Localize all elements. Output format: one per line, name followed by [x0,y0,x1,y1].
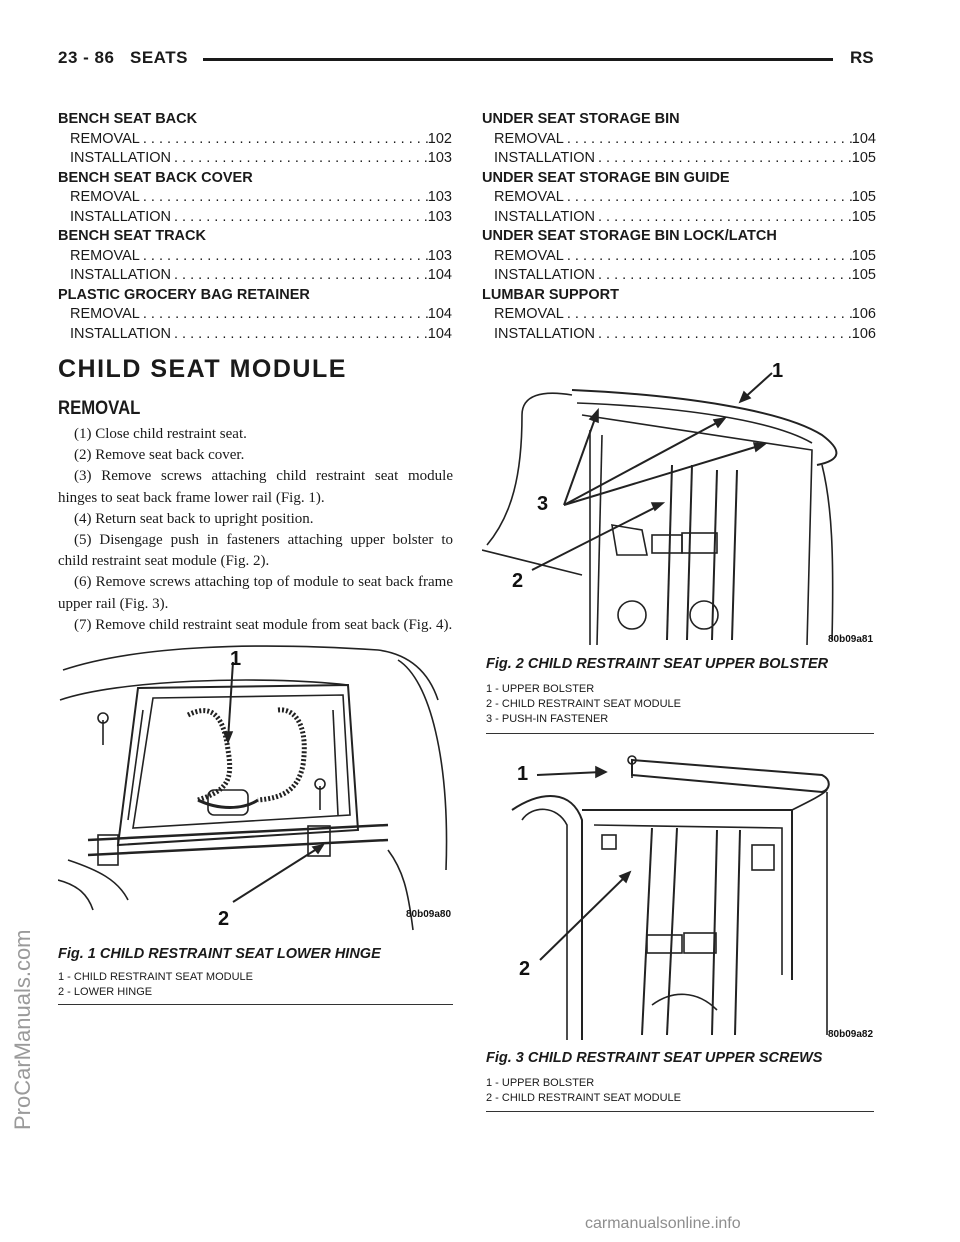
index-group-title: PLASTIC GROCERY BAG RETAINER [58,286,310,303]
index-entry-label: INSTALLATION [494,150,595,166]
index-entry-label: INSTALLATION [494,267,595,283]
index-group-title: BENCH SEAT BACK COVER [58,169,253,186]
index-entry-page: 103 [427,189,452,205]
index-entry-page: 105 [851,247,876,264]
model-code: RS [850,48,874,67]
figure-3-caption: Fig. 3 CHILD RESTRAINT SEAT UPPER SCREWS [486,1050,823,1066]
legend-item: 1 - UPPER BOLSTER [486,683,595,695]
footer-url[interactable]: carmanualsonline.info [585,1215,741,1232]
index-entry[interactable] [482,208,876,228]
index-entry[interactable] [58,130,452,150]
index-entry[interactable] [482,305,876,325]
index-entry-label: INSTALLATION [494,325,595,342]
index-entry-page: 104 [427,267,452,283]
index-entry-page: 103 [427,208,452,225]
legend-item: 1 - UPPER BOLSTER [486,1077,595,1089]
callout-1: 1 [517,763,529,785]
index-entry[interactable] [482,247,876,267]
figure-1-rule [58,1004,453,1005]
index-entry-page: 105 [851,208,876,225]
index-entry-label: REMOVAL [494,130,564,147]
callout-1: 1 [230,648,242,670]
index-entry-page: 104 [427,306,452,322]
index-entry-page: 105 [851,150,876,166]
index-entry-page: 105 [851,267,876,283]
index-entry[interactable] [58,188,452,208]
index-entry[interactable] [482,188,876,208]
index-entry-label: REMOVAL [494,306,564,322]
legend-item: 2 - LOWER HINGE [58,986,153,998]
legend-item: 2 - CHILD RESTRAINT SEAT MODULE [486,1092,681,1104]
index-entry[interactable] [482,149,876,169]
index-group-title: BENCH SEAT TRACK [58,228,206,244]
index-entry-page: 103 [427,150,452,166]
index-entry-label: REMOVAL [494,247,564,264]
procedure-step: (1) Close child restraint seat. [74,426,247,442]
index-entry-label: REMOVAL [494,189,564,205]
procedure-steps [58,424,453,636]
index-entry[interactable] [482,325,876,345]
index-group-title: UNDER SEAT STORAGE BIN [482,111,680,127]
legend-item: 2 - CHILD RESTRAINT SEAT MODULE [486,698,681,710]
index-entry-page: 102 [427,130,452,147]
index-entry-page: 104 [427,325,452,342]
callout-2: 2 [519,958,531,980]
figure-1-illustration [58,640,453,935]
figure-2-illustration [482,355,874,645]
index-left [58,110,452,344]
page-number: 23 - 86 [58,48,115,67]
callout-1: 1 [772,360,784,382]
index-entry-label: INSTALLATION [70,325,171,342]
index-entry[interactable] [58,325,452,345]
index-entry-page: 105 [851,189,876,205]
index-entry-page: 104 [851,130,876,147]
legend-item: 1 - CHILD RESTRAINT SEAT MODULE [58,971,253,983]
index-entry-page: 106 [851,306,876,322]
procedure-step: (5) Disengage push in fasteners attaching upper bolster to child restraint seat module (Fig. 2). [58,532,453,570]
index-entry[interactable] [58,305,452,325]
index-entry-label: INSTALLATION [70,267,171,283]
section-title: CHILD SEAT MODULE [58,355,347,383]
section-name: SEATS [130,48,188,67]
index-entry-label: REMOVAL [70,189,140,205]
index-entry-label: REMOVAL [70,130,140,147]
watermark: ProCarManuals.com [10,929,35,1130]
procedure-step: (3) Remove screws attaching child restraint seat module hinges to seat back frame lower rail (Fig. 1). [58,468,453,506]
figure-code: 80b09a81 [828,634,874,645]
figure-2-rule [486,733,874,734]
procedure-step: (4) Return seat back to upright position. [74,510,314,527]
index-entry[interactable] [58,208,452,228]
callout-3: 3 [537,493,549,515]
index-entry[interactable] [482,130,876,150]
index-entry[interactable] [58,247,452,267]
figure-3-illustration [482,750,874,1040]
index-entry[interactable] [482,266,876,286]
index-entry-label: REMOVAL [70,306,140,322]
index-group-title: UNDER SEAT STORAGE BIN LOCK/LATCH [482,228,777,244]
figure-3-legend [486,1076,681,1106]
figure-code: 80b09a82 [828,1029,874,1040]
subsection-title: REMOVAL [58,398,141,419]
index-entry-label: INSTALLATION [70,208,171,225]
figure-code: 80b09a80 [406,909,452,920]
index-right [482,110,876,344]
procedure-step: (6) Remove screws attaching top of module to seat back frame upper rail (Fig. 3). [58,574,453,612]
index-entry-label: INSTALLATION [494,208,595,225]
figure-1-caption: Fig. 1 CHILD RESTRAINT SEAT LOWER HINGE [58,946,381,962]
index-entry-label: INSTALLATION [70,150,171,166]
index-group-title: LUMBAR SUPPORT [482,286,619,303]
procedure-step: (2) Remove seat back cover. [74,447,245,464]
header-rule [203,58,833,61]
figure-1-legend [58,970,253,1000]
figure-3-rule [486,1111,874,1112]
procedure-step: (7) Remove child restraint seat module from seat back (Fig. 4). [74,616,453,633]
index-group-title: BENCH SEAT BACK [58,111,198,127]
index-entry-page: 103 [427,247,452,264]
index-entry[interactable] [58,266,452,286]
figure-2-caption: Fig. 2 CHILD RESTRAINT SEAT UPPER BOLSTER [486,656,829,672]
legend-item: 3 - PUSH-IN FASTENER [486,713,609,725]
callout-2: 2 [512,570,524,592]
callout-2: 2 [218,908,230,930]
index-group-title: UNDER SEAT STORAGE BIN GUIDE [482,169,730,186]
figure-2-legend [486,682,681,727]
index-entry-label: REMOVAL [70,247,140,264]
index-entry-page: 106 [851,325,876,342]
index-entry[interactable] [58,149,452,169]
